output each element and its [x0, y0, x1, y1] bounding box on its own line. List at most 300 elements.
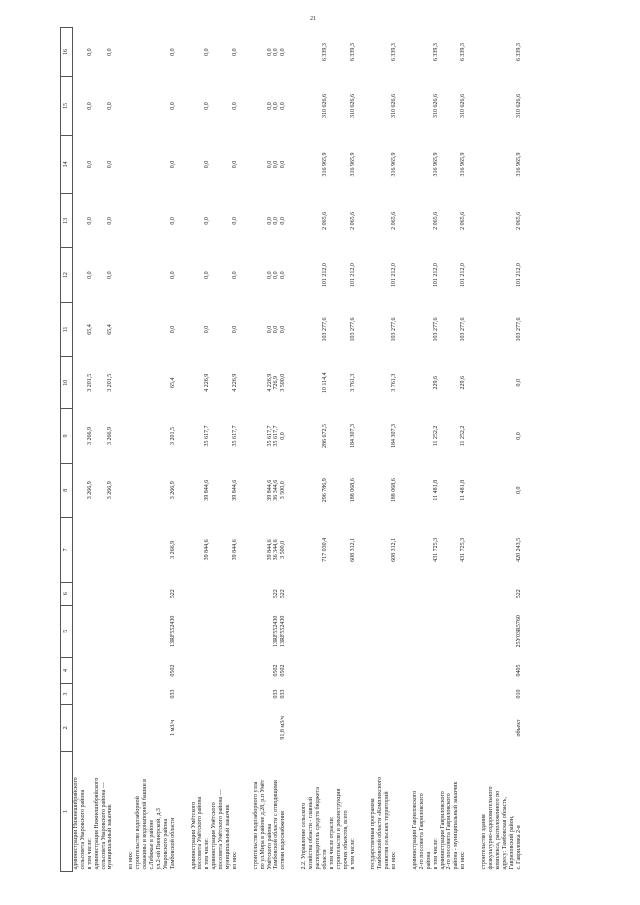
cell-value: 0,0 — [266, 102, 273, 110]
table-cell — [301, 657, 329, 683]
table-cell — [481, 605, 522, 657]
table-cell — [211, 517, 239, 582]
row-label-line: с. Гавриловка 2-я — [515, 825, 522, 870]
table-cell — [440, 135, 468, 193]
row-label — [481, 751, 522, 871]
cell-value: 0,0 — [515, 486, 522, 495]
table-cell — [73, 77, 94, 135]
table-cell — [370, 28, 398, 77]
cell-value: 39 844,6 — [231, 539, 238, 561]
table-cell — [211, 684, 239, 705]
table-cell — [412, 194, 440, 248]
table-cell — [301, 684, 329, 705]
table-cell — [412, 605, 440, 657]
cell-value: 0,0 — [231, 325, 238, 334]
row-label-line: адресу: Тамбовская область, — [501, 796, 508, 870]
cell-value: 2 065,6 — [349, 211, 356, 230]
cell-value: 0,0 — [107, 160, 114, 169]
table-cell — [128, 684, 176, 705]
table-cell — [412, 357, 440, 409]
cell-value: 0,0 — [273, 48, 280, 56]
table-cell — [94, 135, 115, 193]
row-spacer — [114, 28, 128, 872]
cell-value: 0,0 — [280, 432, 287, 440]
cell-value: 2 065,6 — [460, 211, 467, 230]
row-label-line: строительство здания — [481, 814, 488, 870]
table-row — [73, 28, 94, 872]
table-cell — [128, 517, 176, 582]
cell-value: 3 201,5 — [169, 426, 176, 445]
table-cell — [253, 684, 287, 705]
cell-value: 36 344,6 — [273, 539, 280, 561]
cell-value: 36 344,6 — [273, 479, 280, 501]
table-cell — [253, 657, 287, 683]
table-cell — [73, 605, 94, 657]
table-cell — [440, 463, 468, 517]
cell-value: 101 212,0 — [391, 263, 398, 288]
cell-value: 6 339,3 — [391, 43, 398, 62]
table-cell — [329, 463, 357, 517]
table-cell — [329, 517, 357, 582]
row-label — [191, 751, 212, 871]
column-number-header — [61, 28, 73, 872]
cell-value: 0,0 — [273, 217, 280, 225]
column-header: 1 — [61, 751, 73, 871]
cell-value: 0,0 — [273, 325, 280, 334]
cell-value: 431 725,3 — [432, 537, 439, 562]
table-cell — [412, 582, 440, 605]
row-label-line: поссовета Умётского района — — [218, 789, 225, 870]
cell-value: 25У03R5760 — [515, 615, 522, 648]
table-cell — [481, 77, 522, 135]
cell-value: 0,0 — [515, 432, 522, 440]
table-cell — [94, 704, 115, 751]
row-label-line: поссовета Умётского района — [197, 796, 204, 870]
table-cell — [370, 463, 398, 517]
table-cell — [301, 605, 329, 657]
table-cell — [440, 409, 468, 463]
cell-value: 101 212,0 — [515, 263, 522, 288]
row-label-line: хозяйства области - главный — [308, 797, 315, 870]
row-label-line: администрация Нижнешибряйского — [93, 777, 100, 870]
table-cell — [73, 248, 94, 302]
cell-value: 10 114,4 — [321, 372, 328, 394]
cell-value: 0,0 — [204, 160, 211, 169]
table-cell — [412, 704, 440, 751]
cell-value: 3 201,5 — [86, 373, 93, 392]
cell-value: 103 277,6 — [432, 317, 439, 342]
cell-value: 103 277,6 — [460, 317, 467, 342]
table-cell — [191, 463, 212, 517]
table-cell — [211, 704, 239, 751]
cell-value: 4 226,9 — [204, 373, 211, 392]
table-cell — [73, 409, 94, 463]
table-cell — [211, 463, 239, 517]
table-cell — [94, 194, 115, 248]
table-cell — [440, 28, 468, 77]
cell-value: 608 312,1 — [349, 537, 356, 562]
column-header: 15 — [61, 77, 73, 135]
table-cell — [301, 463, 329, 517]
row-label-line: в том числе: — [432, 838, 439, 870]
row-label-line: администрации Умётского — [190, 801, 197, 870]
cell-value: 39 844,6 — [266, 539, 273, 561]
row-label-line: 2.2. Управление сельского — [301, 802, 308, 870]
table-cell — [128, 582, 176, 605]
cell-value: 6 339,3 — [321, 43, 328, 62]
cell-value: 101 212,0 — [349, 263, 356, 288]
cell-value: 608 312,1 — [391, 537, 398, 562]
table-cell — [412, 684, 440, 705]
cell-value: 010 — [515, 689, 522, 699]
table-cell — [73, 357, 94, 409]
table-cell — [481, 517, 522, 582]
table-cell — [412, 657, 440, 683]
table-body — [73, 28, 523, 872]
cell-value: 522 — [273, 589, 280, 599]
table-cell — [128, 302, 176, 356]
table-cell — [412, 77, 440, 135]
cell-value: 6 339,3 — [515, 43, 522, 62]
row-label-line: государственная программа — [370, 798, 377, 870]
cell-value: 0502 — [280, 664, 287, 677]
cell-value: 0,0 — [231, 217, 238, 225]
cell-value: 316 965,9 — [515, 152, 522, 177]
table-cell — [94, 248, 115, 302]
cell-value: 0,0 — [86, 48, 93, 56]
table-cell — [253, 135, 287, 193]
table-cell — [329, 28, 357, 77]
table-cell — [73, 517, 94, 582]
table-cell — [412, 135, 440, 193]
table-row — [128, 28, 176, 872]
cell-value: 3 500,0 — [280, 540, 287, 559]
cell-value: 033 — [169, 689, 176, 699]
row-label-line: развития сельских территорий — [384, 791, 391, 870]
cell-value: 13RF552430 — [280, 615, 287, 647]
cell-value: 0,0 — [107, 48, 114, 56]
cell-value: 717 030,4 — [321, 537, 328, 562]
table-cell — [440, 582, 468, 605]
table-row — [253, 28, 287, 872]
page-number: 21 — [310, 16, 316, 22]
table-cell — [370, 194, 398, 248]
table-cell — [301, 357, 329, 409]
cell-value: 35 617,7 — [204, 425, 211, 447]
cell-value: 0,0 — [231, 102, 238, 110]
table-cell — [301, 194, 329, 248]
column-header: 3 — [61, 684, 73, 705]
table-cell — [128, 248, 176, 302]
table-cell — [412, 302, 440, 356]
cell-value: 0,0 — [204, 325, 211, 334]
table-cell — [329, 77, 357, 135]
cell-value: 0,0 — [107, 271, 114, 279]
cell-value: 310 626,6 — [432, 93, 439, 118]
cell-value: 3 761,3 — [391, 373, 398, 392]
column-header: 11 — [61, 302, 73, 356]
row-label-line: района - муниципальный заказчик — [453, 781, 460, 870]
cell-value: 0,0 — [266, 325, 273, 334]
table-cell — [211, 77, 239, 135]
cell-value: 3 266,9 — [107, 426, 114, 445]
row-label-line: области — [321, 849, 328, 870]
cell-value: 0,0 — [86, 102, 93, 110]
cell-value: 2 065,6 — [432, 211, 439, 230]
cell-value: 0,0 — [204, 102, 211, 110]
table-row — [329, 28, 357, 872]
row-label-line: скважины и водонапорной башни в — [142, 779, 149, 870]
table-cell — [301, 248, 329, 302]
cell-value: 0,0 — [266, 48, 273, 56]
row-spacer — [398, 28, 412, 872]
table-cell — [329, 409, 357, 463]
cell-value: 0,0 — [169, 271, 176, 279]
cell-value: 65,4 — [169, 377, 176, 388]
table-cell — [481, 135, 522, 193]
table-cell — [440, 77, 468, 135]
cell-value: 0,0 — [107, 102, 114, 110]
cell-value: 101 212,0 — [432, 263, 439, 288]
table-cell — [94, 463, 115, 517]
table-cell — [440, 517, 468, 582]
cell-value: 316 965,9 — [460, 152, 467, 177]
cell-value: 103 277,6 — [391, 317, 398, 342]
table-cell — [191, 605, 212, 657]
row-label-line: муниципальный заказчик — [107, 804, 114, 870]
cell-value: 522 — [515, 589, 522, 599]
table-cell — [211, 582, 239, 605]
cell-value: 11 481,8 — [432, 479, 439, 501]
column-header: 14 — [61, 135, 73, 193]
table-cell — [128, 77, 176, 135]
cell-value: 0,0 — [169, 160, 176, 169]
cell-value: 0,0 — [169, 48, 176, 56]
table-cell — [370, 704, 398, 751]
table-cell — [128, 463, 176, 517]
row-label — [211, 751, 239, 871]
table-cell — [94, 77, 115, 135]
table-cell — [301, 77, 329, 135]
table-cell — [191, 357, 212, 409]
table-cell — [211, 357, 239, 409]
table-row — [94, 28, 115, 872]
cell-value: 2 065,6 — [391, 211, 398, 230]
cell-value: 35 617,7 — [266, 425, 273, 447]
cell-value: 310 626,6 — [349, 93, 356, 118]
cell-value: 0,0 — [280, 48, 287, 56]
row-label-line: Уваровского района — [162, 818, 169, 870]
table-cell — [191, 194, 212, 248]
budget-table — [60, 27, 522, 872]
table-cell — [481, 248, 522, 302]
table-cell — [94, 684, 115, 705]
row-label-line: Умётского района — [266, 823, 273, 870]
row-spacer — [239, 28, 253, 872]
cell-value: 0,0 — [273, 160, 280, 169]
row-label-line: в том числе: — [86, 838, 93, 870]
table-row — [211, 28, 239, 872]
cell-value: 310 626,6 — [515, 93, 522, 118]
column-header: 4 — [61, 657, 73, 683]
cell-value: 0,0 — [169, 102, 176, 110]
table-cell — [73, 302, 94, 356]
table-cell — [329, 684, 357, 705]
table-cell — [211, 194, 239, 248]
table-cell — [253, 605, 287, 657]
table-cell — [128, 357, 176, 409]
table-cell — [94, 582, 115, 605]
cell-value: 0,0 — [266, 271, 273, 279]
row-label-line: сетями водоснабжения — [280, 811, 287, 870]
table-cell — [301, 704, 329, 751]
cell-value: 0,0 — [107, 217, 114, 225]
row-label — [128, 751, 176, 871]
table-cell — [481, 28, 522, 77]
cell-value: 316 965,9 — [432, 152, 439, 177]
column-header: 2 — [61, 704, 73, 751]
table-cell — [94, 409, 115, 463]
cell-value: 0,0 — [280, 217, 287, 225]
table-cell — [412, 517, 440, 582]
column-header: 6 — [61, 582, 73, 605]
table-cell — [301, 582, 329, 605]
table-cell — [253, 517, 287, 582]
cell-value: 286 672,5 — [321, 423, 328, 448]
table-cell — [94, 517, 115, 582]
cell-value: 101 212,0 — [321, 263, 328, 288]
cell-value: 0502 — [169, 664, 176, 677]
cell-value: 0405 — [515, 664, 522, 677]
cell-value: 3 266,9 — [86, 481, 93, 500]
table-cell — [301, 517, 329, 582]
cell-value: 033 — [280, 689, 287, 699]
cell-value: 0,0 — [266, 217, 273, 225]
cell-value: 103 277,6 — [515, 317, 522, 342]
cell-value: 0,0 — [169, 217, 176, 225]
table-cell — [440, 302, 468, 356]
table-cell — [94, 605, 115, 657]
table-cell — [191, 248, 212, 302]
table-cell — [370, 302, 398, 356]
row-label — [73, 751, 94, 871]
table-row — [370, 28, 398, 872]
table-cell — [481, 684, 522, 705]
row-label-line: строительство и реконструкция — [335, 788, 342, 870]
table-cell — [128, 194, 176, 248]
cell-value: 0,0 — [204, 271, 211, 279]
cell-value: 0,0 — [273, 271, 280, 279]
table-cell — [412, 248, 440, 302]
spacer-cell — [287, 28, 301, 872]
row-label-line: из них: — [128, 851, 135, 870]
table-cell — [412, 28, 440, 77]
row-label-line: Тамбовской области «Комплексного — [377, 776, 384, 870]
table-cell — [370, 582, 398, 605]
row-label-line: администрации Нижнешибряйского — [73, 777, 79, 870]
table-cell — [301, 302, 329, 356]
cell-value: 91,8 м3/ч — [280, 716, 287, 740]
row-label-line: по ул.Мира в районе д.28, р.п Умёт — [259, 779, 266, 870]
cell-value: 2 065,6 — [515, 211, 522, 230]
table-cell — [94, 657, 115, 683]
table-cell — [370, 77, 398, 135]
cell-value: 3 500,0 — [280, 481, 287, 500]
spacer-cell — [177, 28, 191, 872]
row-label-line: из них: — [231, 851, 238, 870]
table-cell — [94, 357, 115, 409]
cell-value: 420 243,5 — [515, 537, 522, 562]
cell-value: 726,9 — [273, 375, 280, 390]
table-cell — [94, 28, 115, 77]
table-cell — [440, 357, 468, 409]
table-cell — [211, 248, 239, 302]
row-spacer — [356, 28, 370, 872]
cell-value: 296 786,9 — [321, 478, 328, 503]
table-cell — [253, 357, 287, 409]
row-label — [440, 751, 468, 871]
table-cell — [73, 657, 94, 683]
table-cell — [73, 194, 94, 248]
cell-value: 0,0 — [86, 271, 93, 279]
row-label-line: из них: — [391, 851, 398, 870]
table-cell — [481, 582, 522, 605]
column-header: 13 — [61, 194, 73, 248]
row-label-line: прочих объектов, всего — [342, 810, 349, 870]
table-cell — [128, 704, 176, 751]
row-label-line: с.Лебяжье в районе — [149, 819, 156, 870]
row-label-line: ул.2-ой Пионерской, д.3 — [155, 808, 162, 870]
cell-value: 2 065,6 — [321, 211, 328, 230]
cell-value: 188 068,6 — [391, 478, 398, 503]
table-cell — [329, 657, 357, 683]
row-label — [94, 751, 115, 871]
cell-value: 184 307,3 — [391, 423, 398, 448]
cell-value: 4 226,9 — [231, 373, 238, 392]
table-cell — [191, 517, 212, 582]
table-cell — [211, 605, 239, 657]
table-cell — [191, 409, 212, 463]
table-cell — [191, 77, 212, 135]
cell-value: 310 626,6 — [391, 93, 398, 118]
row-label-line: Тамбовской области с отводящими — [273, 780, 280, 870]
row-label-line: строительство водозаборной — [135, 796, 142, 870]
cell-value: 522 — [169, 589, 176, 599]
row-spacer — [177, 28, 191, 872]
cell-value: 316 965,9 — [349, 152, 356, 177]
cell-value: 0,0 — [204, 48, 211, 56]
cell-value: 3 266,9 — [86, 426, 93, 445]
table-cell — [191, 657, 212, 683]
row-label — [370, 751, 398, 871]
table-cell — [481, 463, 522, 517]
cell-value: 0,0 — [231, 160, 238, 169]
table-cell — [128, 135, 176, 193]
table-cell — [481, 357, 522, 409]
cell-value: 39 844,6 — [231, 479, 238, 501]
cell-value: 310 626,6 — [321, 93, 328, 118]
table-cell — [128, 657, 176, 683]
spacer-cell — [239, 28, 253, 872]
table-cell — [440, 194, 468, 248]
column-header: 12 — [61, 248, 73, 302]
table-cell — [329, 704, 357, 751]
cell-value: 11 481,8 — [460, 479, 467, 501]
cell-value: 0,0 — [169, 325, 176, 334]
table-cell — [211, 28, 239, 77]
table-cell — [253, 302, 287, 356]
cell-value: 65,4 — [107, 324, 114, 335]
